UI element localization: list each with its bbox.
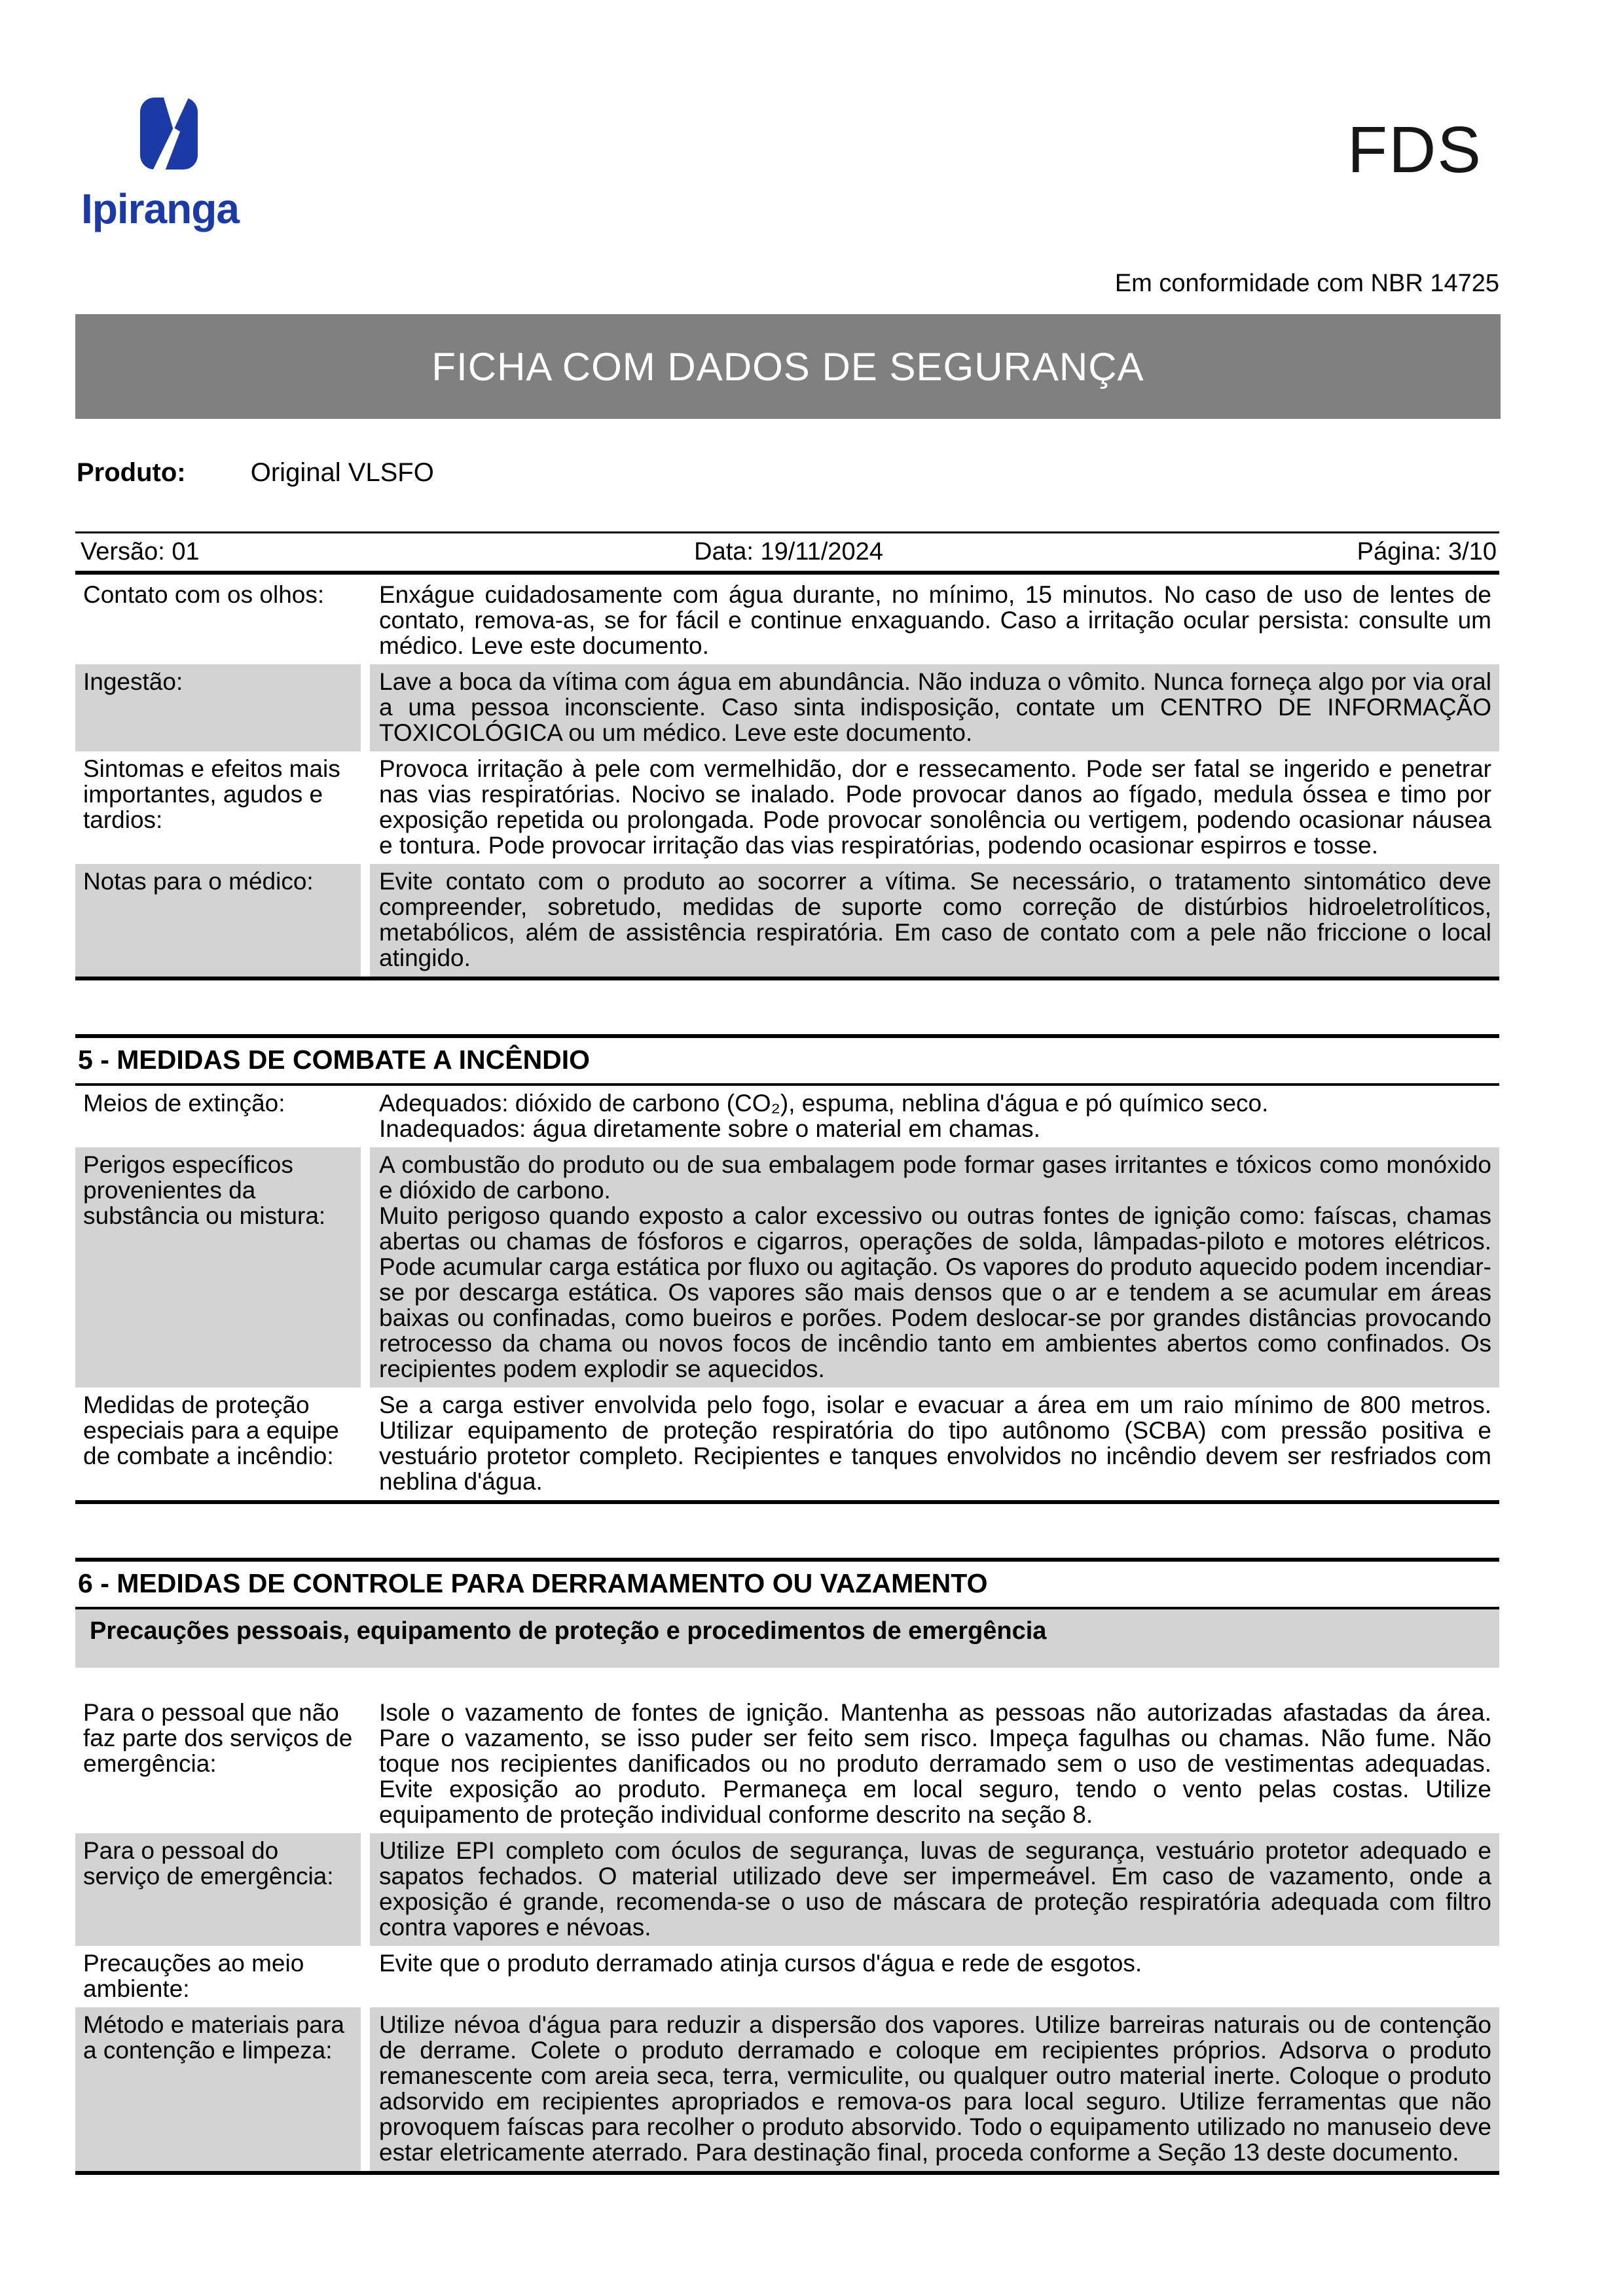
row-content bbox=[370, 864, 1499, 977]
row-label: Precauções ao meio ambiente: bbox=[83, 1950, 304, 2002]
section-6-subheader: Precauções pessoais, equipamento de proteção e procedimentos de emergência bbox=[75, 1609, 1499, 1668]
row-content bbox=[370, 1695, 1499, 1833]
row-label: Perigos específicos provenientes da substância ou mistura: bbox=[75, 1147, 361, 1388]
row-paragraph: Provoca irritação à pele com vermelhidão, dor e ressecamento. Pode ser fatal se ingerido e penetrar nas vias respiratórias. Nocivo se inalado. Pode provocar danos ao fígado, medula óssea e timo por exposição repetida ou prolongada. Pode provocar sonolência ou vertigem, podendo ocasionar náusea e tontura. Pode provocar irritação das vias respiratórias, podendo ocasionar espirros e tosse. bbox=[379, 755, 1491, 859]
table-row bbox=[75, 1946, 1499, 2007]
section-6-header bbox=[75, 1558, 1499, 1609]
row-label: Método e materiais para a contenção e limpeza: bbox=[75, 2007, 361, 2171]
section-5-header bbox=[75, 1034, 1499, 1086]
row-paragraph: Enxágue cuidadosamente com água durante, no mínimo, 15 minutos. No caso de uso de lentes de contato, remova-as, se for fácil e continue enxaguando. Caso a irritação ocular persista: consulte um médico. Leve este documento. bbox=[379, 581, 1491, 659]
page-number-field: Página: 3/10 bbox=[1357, 538, 1497, 565]
row-content bbox=[370, 664, 1499, 751]
table-row bbox=[75, 1388, 1499, 1500]
row-paragraph: Muito perigoso quando exposto a calor excessivo ou outras fontes de ignição como: faíscas, chamas abertas ou chamas de fósforos e cigarros, operações de solda, lâmpadas-piloto e motores elétricos. Pode acumular carga estática por fluxo ou agitação. Os vapores do produto aquecido podem incendiar-se por descarga estática. Os vapores são mais densos que o ar e tendem a se acumular em áreas baixas ou confinadas, como bueiros e porões. Podem deslocar-se por grandes distâncias provocando retrocesso da chama ou novos focos de incêndio tanto em ambientes abertos como confinados. Os recipientes podem explodir se aquecidos. bbox=[379, 1202, 1491, 1382]
row-paragraph: Adequados: dióxido de carbono (CO₂), espuma, neblina d'água e pó químico seco. bbox=[379, 1090, 1269, 1117]
row-label: Ingestão: bbox=[75, 664, 361, 751]
table-row bbox=[75, 664, 1499, 751]
doc-code-fds: FDS bbox=[1347, 113, 1482, 187]
table-row bbox=[75, 1695, 1499, 1833]
row-paragraph: Evite que o produto derramado atinja cursos d'água e rede de esgotos. bbox=[379, 1950, 1142, 1977]
table-row bbox=[75, 1086, 1499, 1147]
conformity-note: Em conformidade com NBR 14725 bbox=[1114, 270, 1499, 297]
row-content bbox=[370, 1086, 1499, 1147]
document-body bbox=[75, 577, 1499, 2175]
ipiranga-logo-wordmark: Ipiranga bbox=[81, 185, 239, 232]
row-content bbox=[370, 1946, 1499, 2007]
row-paragraph: Evite contato com o produto ao socorrer a vítima. Se necessário, o tratamento sintomático deve compreender, sobretudo, medidas de suporte como correção de distúrbios hidroeletrolíticos, metabólicos, além de assistência respiratória. Em caso de contato com a pele não friccione o local atingido. bbox=[379, 868, 1491, 971]
row-paragraph: Utilize névoa d'água para reduzir a dispersão dos vapores. Utilize barreiras naturais ou de contenção de derrame. Colete o produto derramado e coloque em recipientes próprios. Adsorva o produto remanescente com areia seca, terra, vermiculite, ou qualquer outro material inerte. Coloque o produto adsorvido em recipientes apropriados e remova-os para local seguro. Utilize ferramentas que não provoquem faíscas para recolher o produto absorvido. Todo o equipamento utilizado no manuseio deve estar eletricamente aterrado. Para destinação final, proceda conforme a Seção 13 deste documento. bbox=[379, 2011, 1491, 2166]
product-label: Produto: bbox=[77, 458, 186, 487]
spill-control-table bbox=[75, 1609, 1499, 2175]
row-label: Para o pessoal que não faz parte dos serviços de emergência: bbox=[83, 1699, 353, 1777]
meta-bar bbox=[75, 531, 1499, 575]
row-label: Medidas de proteção especiais para a equipe de combate a incêndio: bbox=[83, 1391, 339, 1469]
row-paragraph: Inadequados: água diretamente sobre o material em chamas. bbox=[379, 1115, 1040, 1142]
row-content bbox=[370, 2007, 1499, 2171]
row-label: Sintomas e efeitos mais importantes, agudos e tardios: bbox=[83, 755, 340, 833]
product-line bbox=[77, 458, 434, 488]
date-field: Data: 19/11/2024 bbox=[694, 538, 883, 565]
fire-fighting-table bbox=[75, 1086, 1499, 1504]
row-label: Para o pessoal do serviço de emergência: bbox=[75, 1833, 361, 1946]
product-name: Original VLSFO bbox=[250, 458, 434, 487]
table-row bbox=[75, 1147, 1499, 1388]
row-content bbox=[370, 1147, 1499, 1388]
version-field: Versão: 01 bbox=[81, 538, 200, 565]
row-content bbox=[370, 751, 1499, 864]
row-paragraph: Isole o vazamento de fontes de ignição. Mantenha as pessoas não autorizadas afastadas da área. Pare o vazamento, se isso puder ser feito sem risco. Impeça fagulhas ou chamas. Não fume. Não toque nos recipientes danificados ou no produto derramado sem o uso de vestimentas adequadas. Evite exposição ao produto. Permaneça em local seguro, tendo o vento pelas costas. Utilize equipamento de proteção individual conforme descrito na seção 8. bbox=[379, 1699, 1491, 1828]
table-row bbox=[75, 751, 1499, 864]
table-row bbox=[75, 1833, 1499, 1946]
first-aid-table bbox=[75, 577, 1499, 980]
row-label: Notas para o médico: bbox=[75, 864, 361, 977]
row-label: Meios de extinção: bbox=[83, 1090, 285, 1117]
section-5-title: 5 - MEDIDAS DE COMBATE A INCÊNDIO bbox=[78, 1045, 591, 1075]
row-paragraph: Se a carga estiver envolvida pelo fogo, isolar e evacuar a área em um raio mínimo de 800 metros. Utilizar equipamento de proteção respiratória do tipo autônomo (SCBA) com pressão positiva e vestuário protetor completo. Recipientes e tanques envolvidos no incêndio devem ser resfriados com neblina d'água. bbox=[379, 1391, 1491, 1495]
table-row bbox=[75, 577, 1499, 664]
table-row bbox=[75, 864, 1499, 977]
row-content bbox=[370, 1388, 1499, 1500]
table-row bbox=[75, 2007, 1499, 2171]
row-label: Contato com os olhos: bbox=[83, 581, 325, 608]
row-paragraph: A combustão do produto ou de sua embalagem pode formar gases irritantes e tóxicos como monóxido e dióxido de carbono. bbox=[379, 1151, 1491, 1204]
document-title-banner bbox=[75, 314, 1501, 419]
document-title: FICHA COM DADOS DE SEGURANÇA bbox=[431, 344, 1144, 389]
row-content bbox=[370, 577, 1499, 664]
row-paragraph: Lave a boca da vítima com água em abundância. Não induza o vômito. Nunca forneça algo por via oral a uma pessoa inconsciente. Caso sinta indisposição, contate um CENTRO DE INFORMAÇÃO TOXICOLÓGICA ou um médico. Leve este documento. bbox=[379, 668, 1491, 746]
ipiranga-logo-icon bbox=[136, 96, 202, 171]
section-6-title: 6 - MEDIDAS DE CONTROLE PARA DERRAMAMENTO OU VAZAMENTO bbox=[78, 1568, 988, 1598]
row-paragraph: Utilize EPI completo com óculos de segurança, luvas de segurança, vestuário protetor adequado e sapatos fechados. O material utilizado deve ser impermeável. Em caso de vazamento, onde a exposição é grande, recomenda-se o uso de máscara de proteção respiratória adequada com filtro contra vapores e névoas. bbox=[379, 1837, 1491, 1941]
row-content bbox=[370, 1833, 1499, 1946]
